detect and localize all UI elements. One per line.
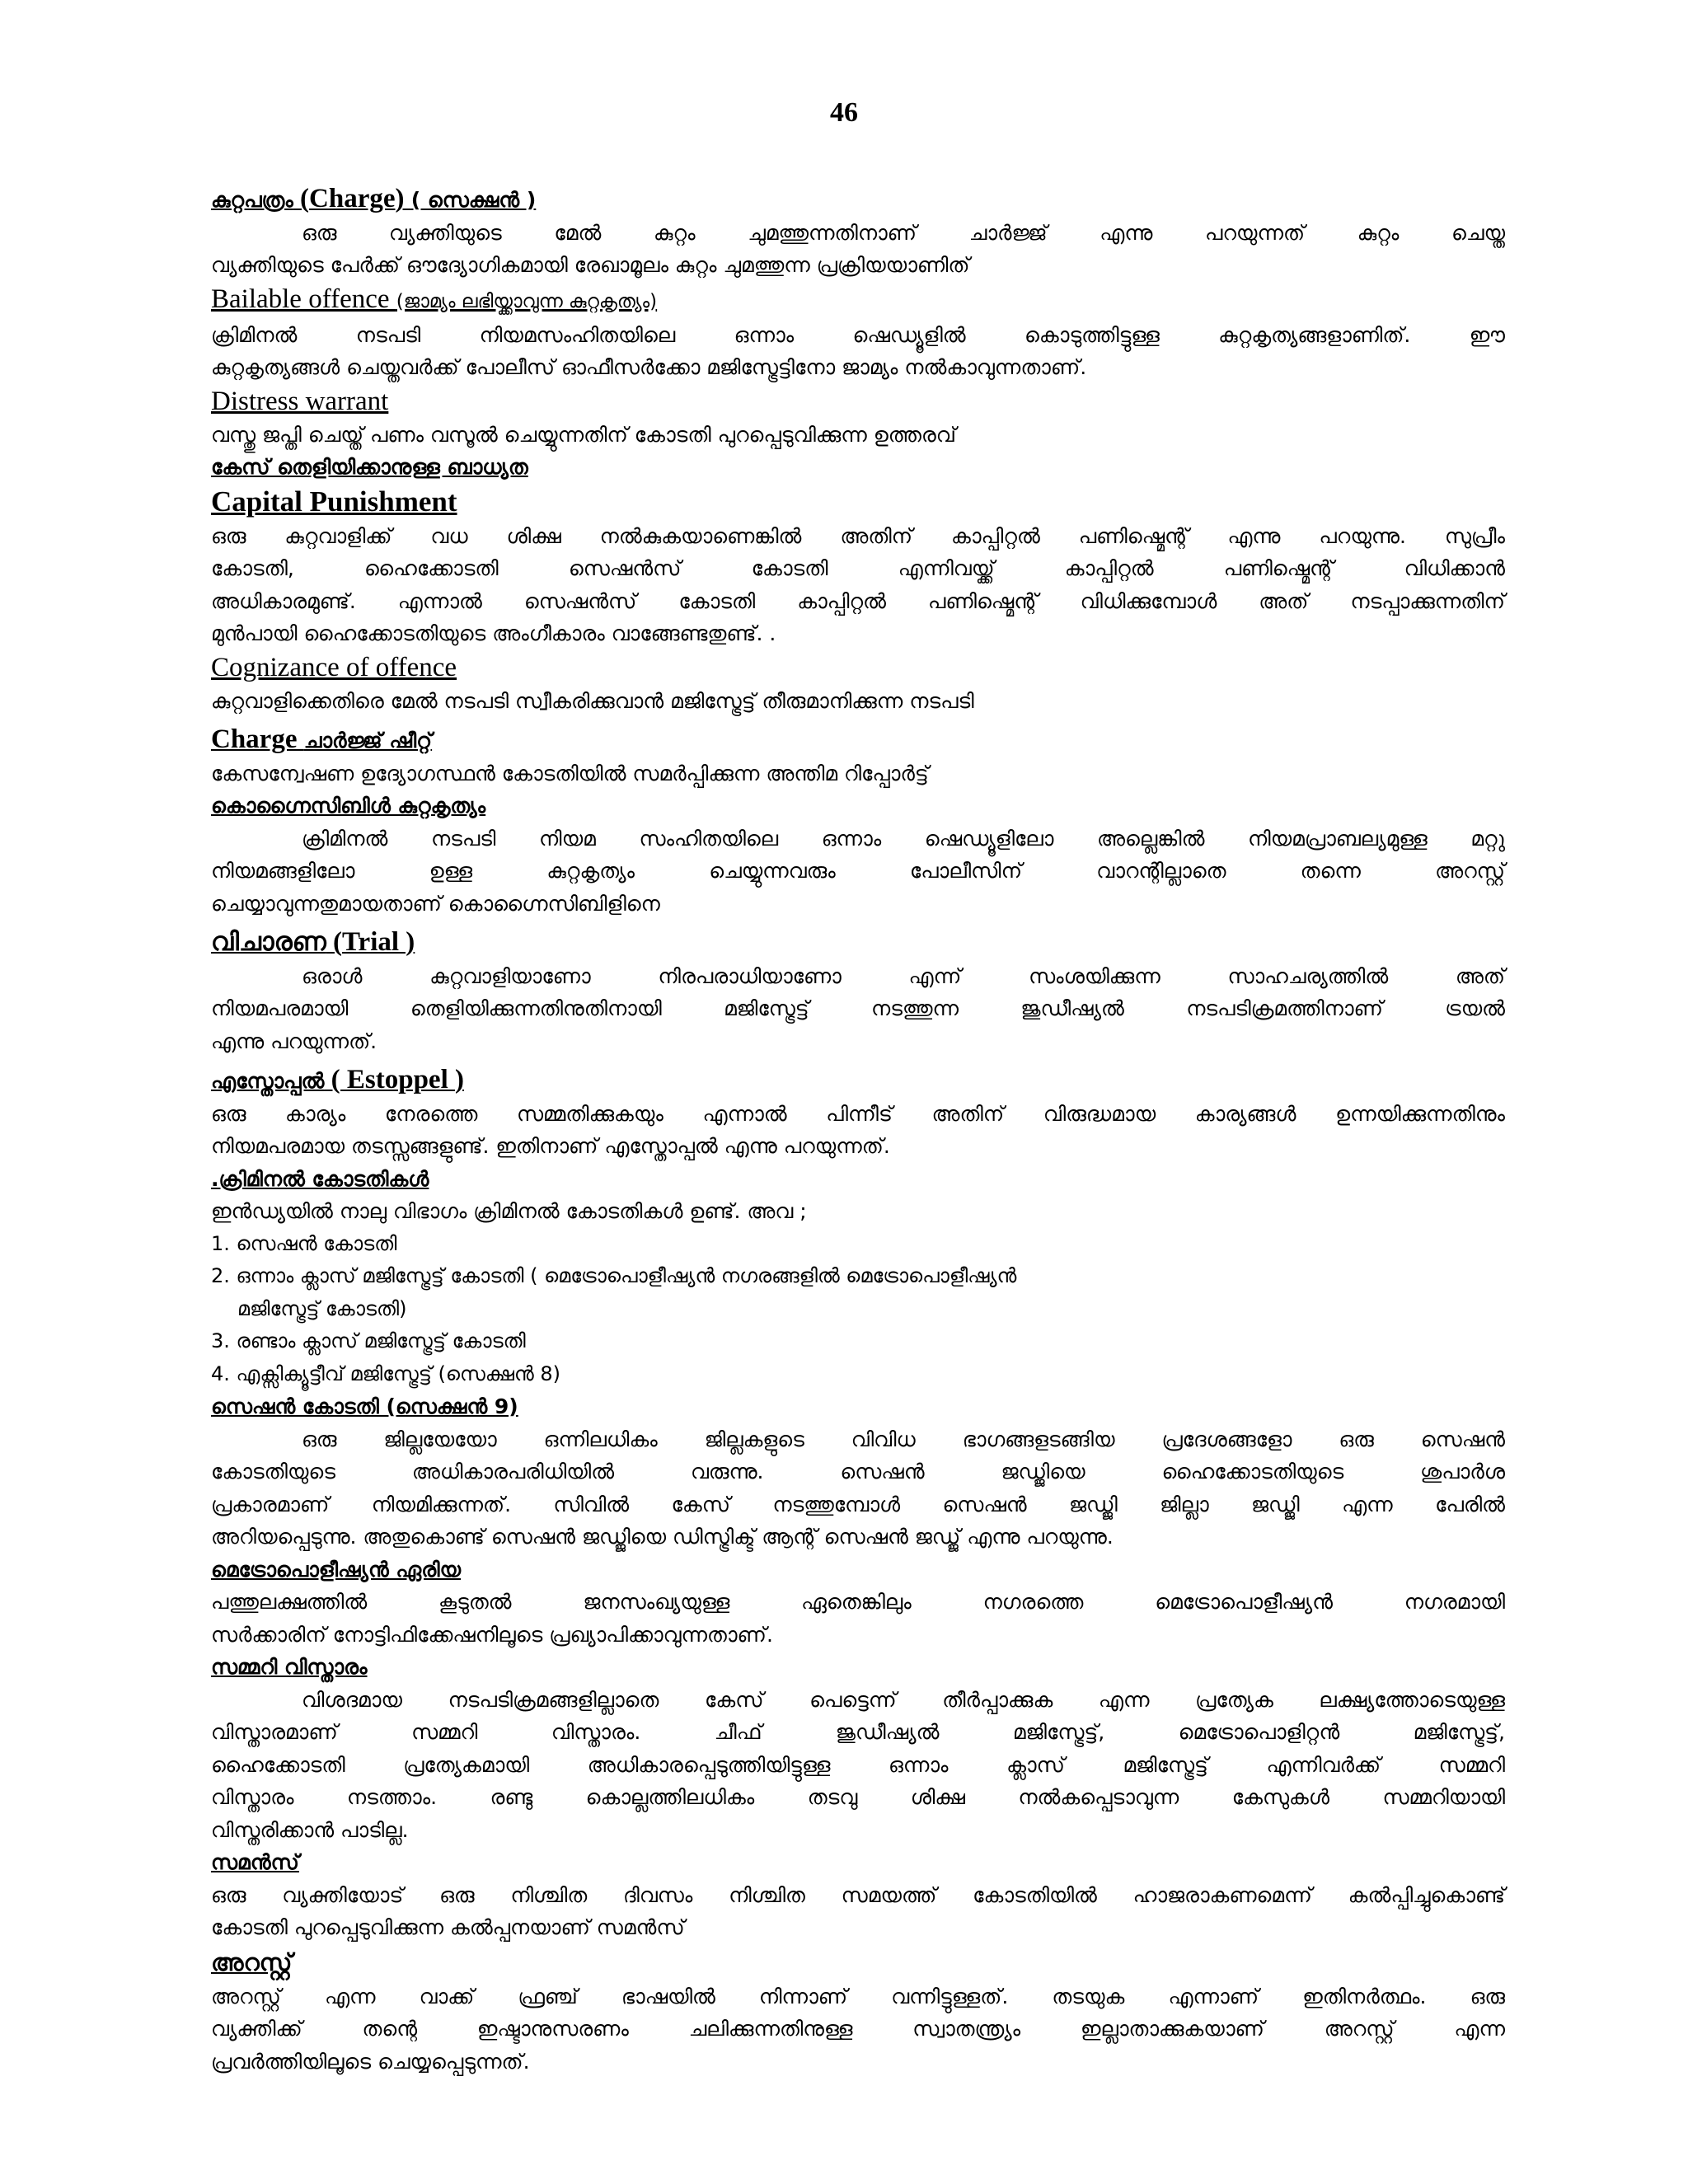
paragraph-line: നിയമങ്ങളിലോ ഉള്ള കുറ്റകൃത്യം ചെയ്യുന്നവരും പോലീസിന് വാറന്റില്ലാതെ തന്നെ അറസ്റ്റ് [211, 859, 1505, 883]
paragraph-line: ഒരാൾ കുറ്റവാളിയാണോ നിരപരാധിയാണോ എന്ന് സംശയിക്കുന്ന സാഹചര്യത്തിൽ അത് [302, 963, 1505, 988]
document-body [211, 183, 1505, 2078]
heading-metropolitan-area: മെട്രോപൊളീഷ്യൻ ഏരിയ [211, 1557, 462, 1582]
heading-charge [211, 183, 1505, 217]
list-item-continuation: മജിസ്ട്രേട്ട് കോടതി) [237, 1296, 407, 1320]
heading-bailable-offence [211, 282, 1505, 319]
heading-text-en: (Charge) [293, 184, 411, 213]
paragraph-line: ഒരു കുറ്റവാളിക്ക് വധ ശിക്ഷ നൽകുകയാണെങ്കിൽ അതിന് കാപ്പിറ്റൽ പണിഷ്മെന്റ് എന്നു പറയുന്നു. സുപ്രീം [211, 523, 1505, 548]
heading-distress-warrant: Distress warrant [211, 386, 389, 416]
paragraph-line: വസ്തു ജപ്തി ചെയ്ത് പണം വസൂൽ ചെയ്യുന്നതിന് കോടതി പുറപ്പെടുവിക്കുന്ന ഉത്തരവ് [211, 422, 957, 447]
paragraph-line: വ്യക്തിയുടെ പേർക്ക് ഔദ്യോഗികമായി രേഖാമൂലം കുറ്റം ചുമത്തുന്ന പ്രക്രിയയാണിത് [211, 253, 970, 277]
heading-text: ചാർജ്ജ് ഷീറ്റ് [303, 729, 433, 752]
paragraph-line: അധികാരമുണ്ട്. എന്നാൽ സെഷൻസ് കോടതി കാപ്പിറ്റൽ പണിഷ്മെന്റ് വിധിക്കുമ്പോൾ അത് നടപ്പാക്കുന്നതിന് [211, 588, 1505, 613]
list-item: 4. എക്സിക്യൂട്ടീവ് മജിസ്ട്രേട്ട് (സെക്ഷൻ 8) [211, 1361, 561, 1385]
paragraph-line: ഹൈക്കോടതി പ്രത്യേകമായി അധികാരപ്പെടുത്തിയിട്ടുള്ള ഒന്നാം ക്ലാസ് മജിസ്ട്രേട്ട് എന്നിവർക്ക് സമ്മറി [211, 1752, 1505, 1777]
heading-text: (ജാമ്യം ലഭിയ്ക്കാവുന്ന കുറ്റകൃത്യം) [396, 290, 658, 312]
heading-arrest: അറസ്റ്റ് [211, 1947, 293, 1976]
paragraph-line: കേസന്വേഷണ ഉദ്യോഗസ്ഥൻ കോടതിയിൽ സമർപ്പിക്കുന്ന അന്തിമ റിപ്പോർട്ട് [211, 761, 929, 785]
paragraph-line: ക്രിമിനൽ നടപടി നിയമ സംഹിതയിലെ ഒന്നാം ഷെഡ്യൂളിലോ അല്ലെങ്കിൽ നിയമപ്രാബല്യമുള്ള മറ്റു [302, 826, 1505, 851]
list-item: 1. സെഷൻ കോടതി [211, 1231, 397, 1255]
paragraph-line: വിസ്താരം നടത്താം. രണ്ടു കൊല്ലത്തിലധികം തടവു ശിക്ഷ നൽകപ്പെടാവുന്ന കേസുകൾ സമ്മറിയായി [211, 1785, 1505, 1809]
paragraph-line: കുറ്റകൃത്യങ്ങൾ ചെയ്തവർക്ക് പോലീസ് ഓഫീസർക്കോ മജിസ്ട്രേട്ടിനോ ജാമ്യം നൽകാവുന്നതാണ്. [211, 355, 1087, 379]
heading-text-en: ( Estoppel ) [324, 1065, 464, 1094]
heading-text-tail: ( സെക്ഷൻ ) [410, 188, 537, 212]
paragraph-line: വിസ്താരമാണ് സമ്മറി വിസ്താരം. ചീഫ് ജുഡീഷ്യൽ മജിസ്ട്രേട്ട്, മെട്രോപൊളിറ്റൻ മജിസ്ട്രേട്ട്, [211, 1720, 1505, 1744]
paragraph-line: ഒരു കാര്യം നേരത്തെ സമ്മതിക്കുകയും എന്നാൽ പിന്നീട് അതിന് വിരുദ്ധമായ കാര്യങ്ങൾ ഉന്നയിക്കുന്നതിനും [211, 1101, 1505, 1126]
paragraph-line: കോടതി പുറപ്പെടുവിക്കുന്ന കൽപ്പനയാണ് സമൻസ് [211, 1915, 685, 1939]
paragraph-line: ഒരു വ്യക്തിയുടെ മേൽ കുറ്റം ചുമത്തുന്നതിനാണ് ചാർജ്ജ് എന്നു പറയുന്നത് കുറ്റം ചെയ്ത [302, 220, 1505, 245]
paragraph-line: ഒരു വ്യക്തിയോട് ഒരു നിശ്ചിത ദിവസം നിശ്ചിത സമയത്ത് കോടതിയിൽ ഹാജരാകണമെന്ന് കൽപ്പിച്ചുകൊണ്ട് [211, 1882, 1505, 1907]
paragraph-line: അറസ്റ്റ് എന്ന വാക്ക് ഫ്രഞ്ച് ഭാഷയിൽ നിന്നാണ് വന്നിട്ടുള്ളത്. തടയുക എന്നാണ് ഇതിനർത്ഥം. ഒരു [211, 1984, 1505, 2008]
paragraph-line: ക്രിമിനൽ നടപടി നിയമസംഹിതയിലെ ഒന്നാം ഷെഡ്യൂളിൽ കൊടുത്തിട്ടുള്ള കുറ്റകൃത്യങ്ങളാണിത്. ഈ [211, 322, 1505, 347]
heading-text: വിചാരണ [211, 927, 326, 957]
heading-session-court: സെഷൻ കോടതി (സെക്ഷൻ 9) [211, 1394, 518, 1418]
heading-text-en: Charge [211, 724, 304, 754]
paragraph-line: എന്നു പറയുന്നത്. [211, 1029, 377, 1053]
paragraph-line: കുറ്റവാളിക്കെതിരെ മേൽ നടപടി സ്വീകരിക്കുവാൻ മജിസ്ട്രേട്ട് തീരുമാനിക്കുന്ന നടപടി [211, 688, 974, 713]
paragraph-line: വ്യക്തിക്ക് തന്റെ ഇഷ്ടാനുസരണം ചലിക്കുന്നതിനുള്ള സ്വാതന്ത്ര്യം ഇല്ലാതാക്കുകയാണ് അറസ്റ്റ് എന്ന [211, 2017, 1505, 2041]
paragraph-line: അറിയപ്പെടുന്നു. അതുകൊണ്ട് സെഷൻ ജഡ്ജിയെ ഡിസ്ട്രിക്ട് ആന്റ് സെഷൻ ജഡ്ജ് എന്നു പറയുന്നു. [211, 1525, 1114, 1549]
paragraph-line: മുൻപായി ഹൈക്കോടതിയുടെ അംഗീകാരം വാങ്ങേണ്ടതുണ്ട്. . [211, 621, 776, 645]
heading-estoppel [211, 1064, 1505, 1098]
heading-summary-trial: സമ്മറി വിസ്താരം [211, 1655, 368, 1679]
heading-criminal-courts: .ക്രിമിനൽ കോടതികൾ [211, 1166, 429, 1191]
list-item: 3. രണ്ടാം ക്ലാസ് മജിസ്ട്രേട്ട് കോടതി [211, 1329, 526, 1352]
heading-text: കുറ്റപത്രം [211, 188, 293, 212]
paragraph-line: പ്രവർത്തിയിലൂടെ ചെയ്യപ്പെടുന്നത്. [211, 2049, 530, 2074]
paragraph-line: സർക്കാരിന് നോട്ടിഫിക്കേഷനിലൂടെ പ്രഖ്യാപിക്കാവുന്നതാണ്. [211, 1622, 773, 1647]
heading-burden-of-proof: കേസ് തെളിയിക്കാനുള്ള ബാധ്യത [211, 455, 528, 479]
heading-text: എസ്തോപ്പൽ [211, 1069, 325, 1093]
heading-text-en: (Trial ) [326, 927, 415, 957]
list-item: 2. ഒന്നാം ക്ലാസ് മജിസ്ട്രേട്ട് കോടതി ( മെട്രോപൊളീഷ്യൻ നഗരങ്ങളിൽ മെട്രോപൊളീഷ്യൻ [211, 1264, 1017, 1287]
paragraph-line: പത്തുലക്ഷത്തിൽ കൂടുതൽ ജനസംഖ്യയുള്ള ഏതെങ്കിലും നഗരത്തെ മെട്രോപൊളീഷ്യൻ നഗരമായി [211, 1590, 1505, 1614]
heading-cognizance-of-offence: Cognizance of offence [211, 652, 457, 682]
paragraph-line: നിയമപരമായ തടസ്സങ്ങളുണ്ട്. ഇതിനാണ് എസ്തോപ്പൽ എന്നു പറയുന്നത്. [211, 1134, 890, 1158]
heading-text-en: Bailable offence [211, 284, 396, 314]
paragraph-line: വിശദമായ നടപടിക്രമങ്ങളില്ലാതെ കേസ് പെട്ടെന്ന് തീർപ്പാക്കുക എന്ന പ്രത്യേക ലക്ഷ്യത്തോടെയുള്ള [302, 1687, 1505, 1712]
heading-summons: സമൻസ് [211, 1850, 299, 1874]
heading-cognizable-offence: കൊഗ്നൈസിബിൾ കുറ്റകൃത്യം [211, 794, 486, 818]
heading-capital-punishment: Capital Punishment [211, 485, 457, 518]
paragraph-line: ഒരു ജില്ലയേയോ ഒന്നിലധികം ജില്ലകളുടെ വിവിധ ഭാഗങ്ങളടങ്ങിയ പ്രദേശങ്ങളോ ഒരു സെഷൻ [302, 1427, 1505, 1451]
paragraph-line: പ്രകാരമാണ് നിയമിക്കുന്നത്. സിവിൽ കേസ് നടത്തുമ്പോൾ സെഷൻ ജഡ്ജി ജില്ലാ ജഡ്ജി എന്ന പേരിൽ [211, 1492, 1505, 1516]
heading-charge-sheet [211, 724, 1505, 757]
paragraph-line: നിയമപരമായി തെളിയിക്കുന്നതിനുതിനായി മജിസ്ട്രേട്ട് നടത്തുന്ന ജുഡീഷ്യൽ നടപടിക്രമത്തിനാണ് ട്രയൽ [211, 996, 1505, 1020]
paragraph-line: വിസ്തരിക്കാൻ പാടില്ല. [211, 1817, 409, 1842]
paragraph-line: കോടതിയുടെ അധികാരപരിധിയിൽ വരുന്നു. സെഷൻ ജഡ്ജിയെ ഹൈക്കോടതിയുടെ ശുപാർശ [211, 1460, 1505, 1483]
paragraph-line: ചെയ്യാവുന്നതുമായതാണ് കൊഗ്നൈസിബിളിനെ [211, 891, 660, 916]
heading-trial [211, 926, 1505, 960]
page-number: 46 [830, 97, 858, 128]
paragraph-line: ഇൻഡ്യയിൽ നാലു വിഭാഗം ക്രിമിനൽ കോടതികൾ ഉണ്ട്. അവ ; [211, 1199, 807, 1223]
paragraph-line: കോടതി, ഹൈക്കോടതി സെഷൻസ് കോടതി എന്നിവയ്ക്ക് കാപ്പിറ്റൽ പണിഷ്മെന്റ് വിധിക്കാൻ [211, 556, 1505, 580]
